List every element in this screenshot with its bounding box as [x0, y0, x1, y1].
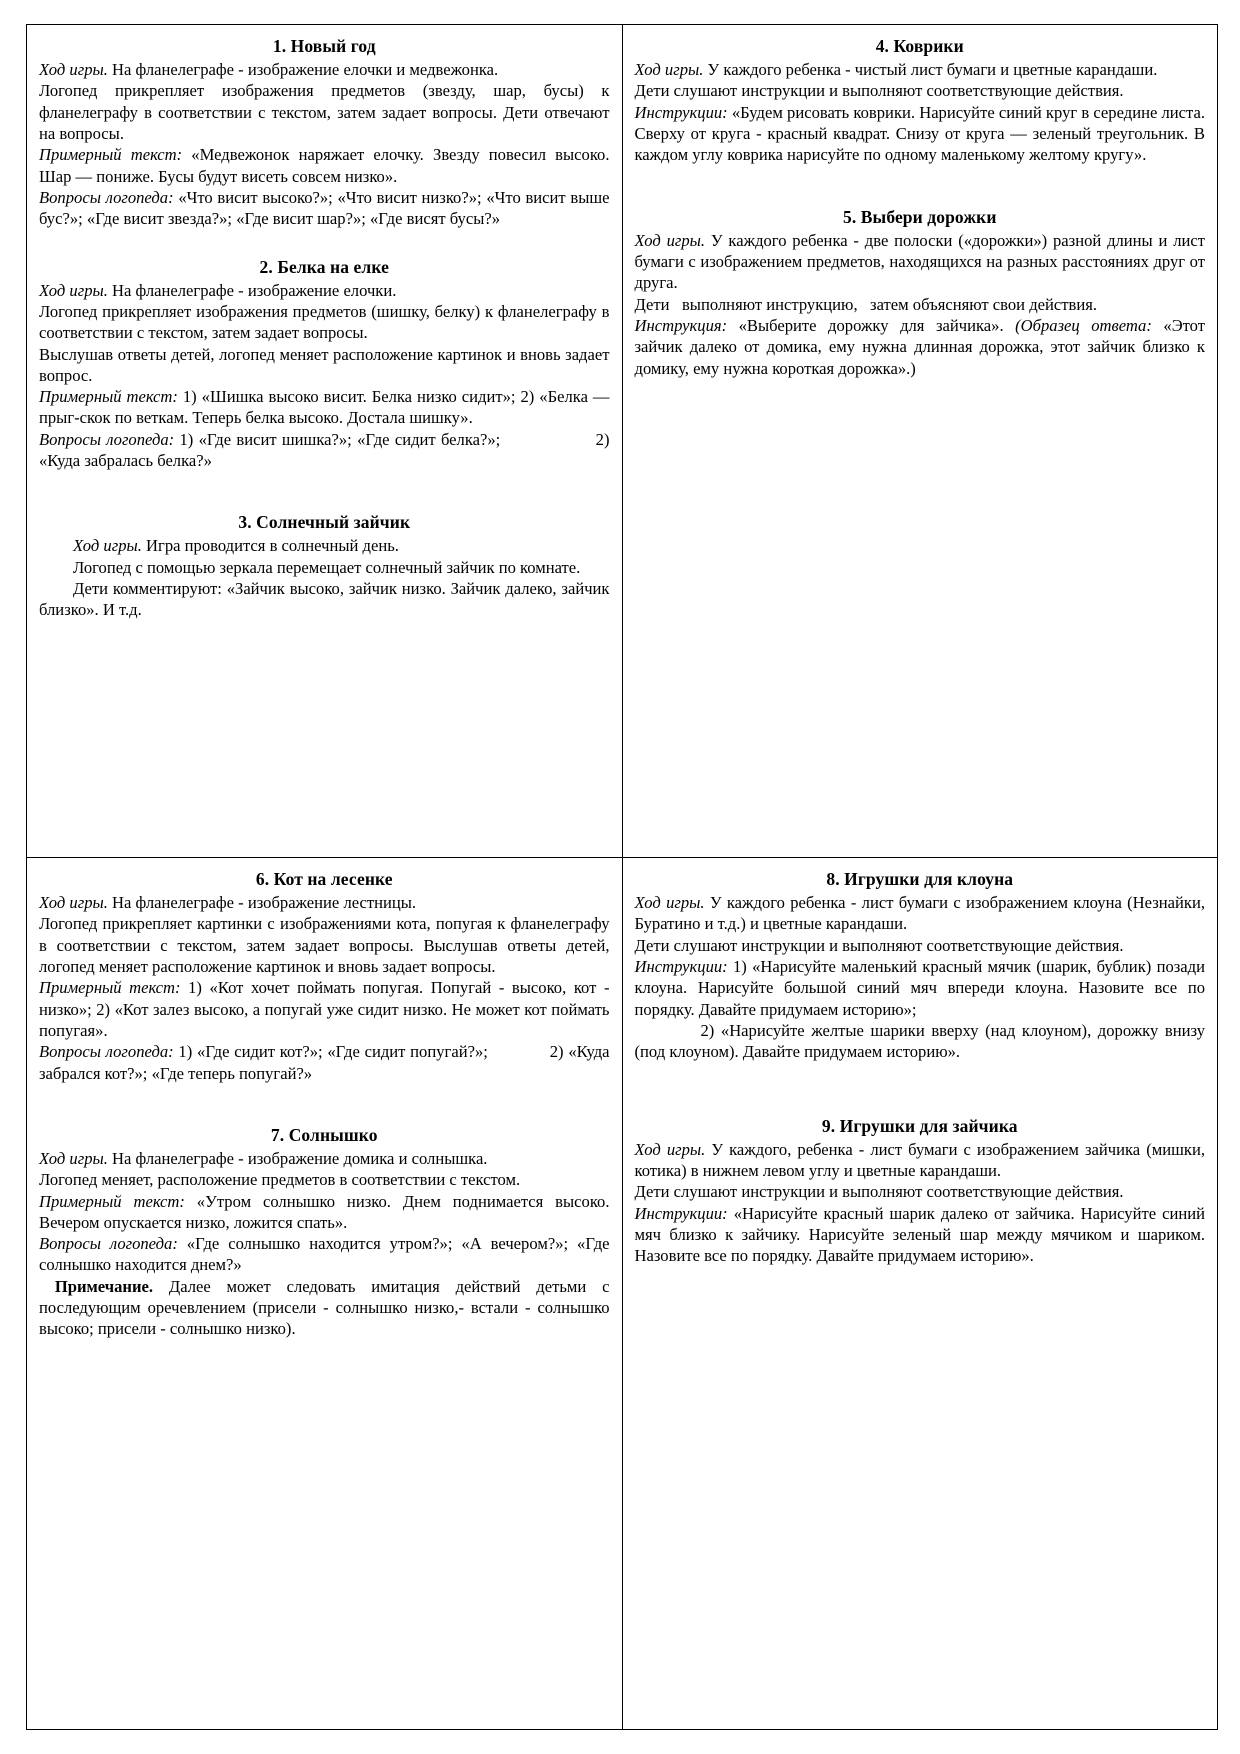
label-hod-igry: Ход игры. [634, 893, 705, 913]
section-1-title: 1. Новый год [272, 36, 376, 56]
text: На фланелеграфе - изображение лестницы. [107, 893, 417, 913]
table-row [27, 858, 1218, 1730]
text: На фланелеграфе - изображение домика и солнышка. [107, 1148, 488, 1168]
label-hod-igry: Ход игры. [634, 60, 704, 80]
section-6-paragraph-2: Логопед прикрепляет картинки с изображениями кота, попугая к фланелеграфу в соответствии с текстом, затем задает вопросы. Выслушав ответы детей, логопед меняет расположение картинок и вновь задает вопросы. [39, 914, 610, 976]
section-3-paragraph-1 [39, 535, 610, 556]
section-4-paragraph-3 [635, 102, 1206, 166]
section-6-paragraph-3 [39, 977, 610, 1041]
table-row [27, 25, 1218, 858]
section-5-paragraph-3 [635, 315, 1206, 379]
section-5 [635, 206, 1206, 379]
text: Игра проводится в солнечный день. [141, 536, 399, 556]
label-instrukcii: Инструкции: [634, 956, 728, 976]
section-4 [635, 35, 1206, 166]
text: У каждого ребенка - чистый лист бумаги и цветные карандаши. [703, 60, 1158, 80]
label-instrukcii: Инструкции: [634, 1203, 728, 1223]
section-2-paragraph-5 [39, 429, 614, 472]
label-voprosy-logopeda: Вопросы логопеда: [39, 187, 174, 207]
section-7-paragraph-5 [39, 1276, 610, 1340]
section-8-title: 8. Игрушки для клоуна [826, 869, 1014, 889]
text: «Нарисуйте красный шарик далеко от зайчика. Нарисуйте синий мяч близко к зайчику. Нарисуйте зеленый шар между мячиком и шариком. Назовите все по порядку. Давайте придумаем историю». [634, 1203, 1205, 1266]
section-8-paragraph-4: 2) «Нарисуйте желтые шарики вверху (над клоуном), дорожку внизу (под клоуном). Давайте придумаем историю». [634, 1020, 1205, 1062]
cell-top-right [622, 25, 1218, 858]
text: 1) «Шишка высоко висит. Белка низко сидит»; 2) «Белка — прыг-скок по веткам. Теперь белка высоко. Достала шишку». [39, 387, 610, 428]
cell-bottom-left [27, 858, 623, 1730]
section-3-paragraph-2: Логопед с помощью зеркала перемещает солнечный зайчик по комнате. [73, 557, 581, 577]
label-hod-igry: Ход игры. [39, 280, 108, 300]
section-9-title: 9. Игрушки для зайчика [821, 1115, 1018, 1136]
text: У каждого ребенка - лист бумаги с изображением клоуна (Незнайки, Буратино и т.д.) и цветные карандаши. [634, 893, 1205, 934]
text: «Будем рисовать коврики. Нарисуйте синий круг в середине листа. Сверху от круга - красный квадрат. Снизу от круга — зеленый треугольник. В каждом углу коврика нарисуйте по одному маленькому желтому кругу». [634, 102, 1205, 165]
section-9-paragraph-1 [635, 1139, 1206, 1182]
label-hod-igry: Ход игры. [39, 1148, 108, 1168]
section-1 [39, 35, 610, 230]
label-instrukcii: Инструкции: [634, 102, 728, 122]
section-2-paragraph-3: Выслушав ответы детей, логопед меняет расположение картинок и вновь задает вопрос. [39, 344, 610, 385]
section-7 [39, 1124, 610, 1340]
text: «Где солнышко находится утром?»; «А вечером?»; «Где солнышко находится днем?» [39, 1234, 610, 1275]
section-4-title: 4. Коврики [875, 36, 964, 56]
section-9-paragraph-3 [635, 1203, 1206, 1267]
section-2 [39, 256, 614, 472]
section-6-title: 6. Кот на лесенке [255, 869, 393, 889]
text: «Медвежонок наряжает елочку. Звезду повесил высоко. Шар — пониже. Бусы будут висеть совсем низко». [39, 145, 610, 186]
text: 1) «Нарисуйте маленький красный мячик (шарик, бублик) позади клоуна. Нарисуйте большой синий мяч впереди клоуна. Назовите все по порядку. Давайте придумаем историю»; [634, 956, 1205, 1019]
section-2-paragraph-2: Логопед прикрепляет изображения предметов (шишку, белку) к фланелеграфу в соответствии с текстом, затем задает вопросы. [39, 301, 610, 343]
text: «Утром солнышко низко. Днем поднимается высоко. Вечером опускается низко, ложится спать». [39, 1191, 610, 1232]
section-7-paragraph-1 [39, 1148, 610, 1169]
label-hod-igry: Ход игры. [634, 1139, 706, 1159]
section-7-paragraph-4 [39, 1233, 610, 1276]
label-hod-igry: Ход игры. [634, 230, 706, 250]
section-5-paragraph-2: Дети выполняют инструкцию, затем объясняют свои действия. [634, 294, 1098, 314]
label-primerny-tekst: Примерный текст: [39, 978, 181, 998]
label-obrazec-otveta: (Образец ответа: [1015, 315, 1152, 335]
label-voprosy-logopeda: Вопросы логопеда: [39, 429, 175, 449]
text: «Выберите дорожку для зайчика». [727, 315, 1016, 335]
label-primerny-tekst: Примерный текст: [39, 145, 183, 165]
text: «Что висит высоко?»; «Что висит низко?»; «Что висит выше бус?»; «Где висит звезда?»; «Где висит шар?»; «Где висят бусы?» [39, 187, 610, 229]
section-7-title: 7. Солнышко [270, 1124, 378, 1145]
section-3-paragraph-3: Дети комментируют: «Зайчик высоко, зайчик низко. Зайчик далеко, зайчик близко». И т.д. [39, 579, 610, 620]
label-hod-igry: Ход игры. [73, 536, 142, 556]
section-2-paragraph-1 [39, 280, 610, 301]
text: У каждого ребенка - две полоски («дорожки») разной длины и лист бумаги с изображением предметов, находящихся на разных расстояниях друг от друга. [634, 230, 1205, 293]
section-8-paragraph-2: Дети слушают инструкции и выполняют соответствующие действия. [634, 935, 1124, 955]
section-1-paragraph-1 [39, 59, 610, 80]
label-primechanie: Примечание. [54, 1276, 154, 1296]
section-9 [635, 1115, 1206, 1267]
text: 1) «Кот хочет поймать попугая. Попугай - высоко, кот - низко»; 2) «Кот залез высоко, а попугай уже сидит низко. Не может кот поймать попугая». [39, 978, 610, 1040]
label-hod-igry: Ход игры. [39, 893, 108, 913]
section-5-paragraph-1 [635, 230, 1206, 294]
label-hod-igry: Ход игры. [39, 60, 108, 80]
section-1-paragraph-3 [39, 144, 610, 187]
text: Далее может следовать имитация действий детьми с последующим оречевлением (присели - солнышко низко,- встали - солнышко высоко; присели - солнышко низко). [39, 1276, 610, 1339]
text: На фланелеграфе - изображение елочки. [107, 280, 397, 300]
label-voprosy-logopeda: Вопросы логопеда: [39, 1042, 174, 1062]
section-6 [39, 868, 614, 1084]
section-2-title: 2. Белка на елке [259, 256, 389, 277]
cell-bottom-right [622, 858, 1218, 1730]
section-3-title: 3. Солнечный зайчик [238, 512, 411, 533]
label-instrukciya: Инструкция: [634, 315, 728, 335]
section-3 [39, 511, 610, 620]
section-5-title: 5. Выбери дорожки [842, 206, 997, 227]
text: На фланелеграфе - изображение елочки и медвежонка. [107, 60, 499, 80]
section-6-paragraph-1 [39, 892, 610, 913]
section-7-paragraph-2: Логопед меняет, расположение предметов в соответствии с текстом. [39, 1170, 521, 1190]
text: У каждого, ребенка - лист бумаги с изображением зайчика (мишки, котика) в нижнем левом углу и цветные карандаши. [634, 1139, 1205, 1180]
section-4-paragraph-1 [635, 59, 1206, 80]
section-6-paragraph-4 [39, 1041, 614, 1084]
section-8-paragraph-1 [635, 892, 1206, 935]
cell-top-left [27, 25, 623, 858]
label-primerny-tekst: Примерный текст: [39, 1191, 185, 1211]
section-1-paragraph-2: Логопед прикрепляет изображения предметов (звезду, шар, бусы) к фланелеграфу в соответствии с текстом, затем задает вопросы. Дети отвечают на вопросы. [39, 81, 610, 143]
section-9-paragraph-2: Дети слушают инструкции и выполняют соответствующие действия. [634, 1182, 1124, 1202]
section-8 [635, 868, 1206, 1063]
text: 1) «Где сидит кот?»; «Где сидит попугай?»; 2) «Куда забрался кот?»; «Где теперь попугай?» [39, 1042, 614, 1083]
section-8-paragraph-3 [635, 956, 1206, 1020]
text: «Этот зайчик далеко от домика, ему нужна длинная дорожка, этот зайчик близко к домику, ему нужна короткая дорожка».) [634, 315, 1206, 378]
section-2-paragraph-4 [39, 386, 610, 429]
text: 1) «Где висит шишка?»; «Где сидит белка?»; 2) «Куда забралась белка?» [39, 429, 614, 471]
section-4-paragraph-2: Дети слушают инструкции и выполняют соответствующие действия. [634, 81, 1124, 101]
content-table [26, 24, 1218, 1730]
label-primerny-tekst: Примерный текст: [39, 387, 178, 407]
section-1-paragraph-4 [39, 187, 610, 230]
section-7-paragraph-3 [39, 1191, 610, 1234]
label-voprosy-logopeda: Вопросы логопеда: [39, 1234, 178, 1254]
